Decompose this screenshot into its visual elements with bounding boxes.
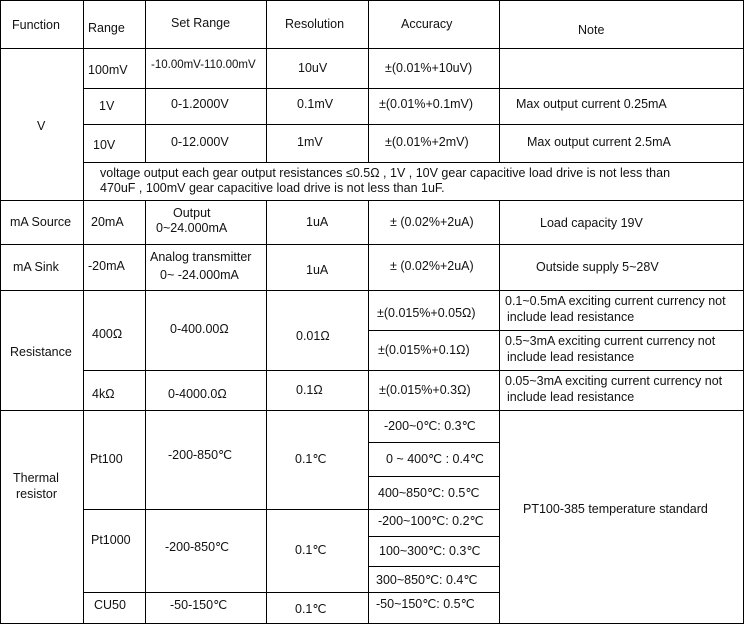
ma-sink-range: -20mA (88, 259, 125, 273)
ma-source-note: Load capacity 19V (540, 216, 643, 230)
rule (368, 200, 369, 624)
res-4k-note-line1: 0.05~3mA exciting current currency not (505, 374, 723, 388)
header-note: Note (578, 23, 605, 37)
pt1000-set-range: -200-850℃ (165, 540, 230, 554)
resistance-function: Resistance (10, 345, 72, 359)
rule (499, 200, 500, 624)
pt1000-range: Pt1000 (91, 533, 131, 547)
cu50-set-range: -50-150℃ (170, 598, 228, 612)
rule (0, 0, 1, 624)
res-400-accuracy-2: ±(0.015%+0.1Ω) (378, 343, 470, 357)
res-400-set-range: 0-400.00Ω (170, 322, 229, 336)
v-remark-line2: 470uF , 100mV gear capacitive load drive is not less than 1uF. (100, 181, 445, 195)
ma-source-set-range-line1: Output (173, 206, 211, 220)
rule (145, 0, 146, 162)
ma-sink-resolution: 1uA (306, 263, 329, 277)
pt1000-accuracy-2: 100~300℃: 0.3℃ (379, 544, 481, 558)
rule (0, 48, 744, 49)
v-1v-set-range: 0-1.2000V (171, 97, 229, 111)
res-400-note-1-line1: 0.1~0.5mA exciting current currency not (505, 294, 726, 308)
res-4k-set-range: 0-4000.0Ω (168, 387, 227, 401)
cu50-resolution: 0.1℃ (295, 602, 327, 616)
header-accuracy: Accuracy (401, 17, 453, 31)
rule (0, 0, 744, 1)
rule (266, 0, 267, 162)
rule (83, 88, 744, 89)
v-1v-note: Max output current 0.25mA (516, 97, 667, 111)
v-10v-note: Max output current 2.5mA (527, 135, 671, 149)
pt100-accuracy-3: 400~850℃: 0.5℃ (378, 486, 480, 500)
res-400-range: 400Ω (92, 327, 123, 341)
cu50-range: CU50 (94, 598, 126, 612)
ma-sink-set-range-line2: 0~ -24.000mA (160, 268, 239, 282)
rule (83, 0, 84, 624)
thermal-function-line2: resistor (16, 487, 57, 501)
rule (0, 410, 744, 411)
pt1000-accuracy-1: -200~100℃: 0.2℃ (378, 514, 484, 528)
cu50-accuracy: -50~150℃: 0.5℃ (376, 597, 475, 611)
res-400-note-1-line2: include lead resistance (507, 310, 635, 324)
res-400-note-2-line1: 0.5~3mA exciting current currency not (505, 334, 716, 348)
rule (266, 200, 267, 624)
rule (0, 290, 744, 291)
rule (83, 370, 744, 371)
v-10v-accuracy: ±(0.01%+2mV) (385, 135, 469, 149)
rule (0, 200, 744, 201)
header-resolution: Resolution (285, 17, 345, 31)
rule (368, 566, 499, 567)
ma-sink-set-range-line1: Analog transmitter (150, 250, 252, 264)
v-1v-resolution: 0.1mV (297, 97, 334, 111)
rule (499, 0, 500, 162)
pt100-set-range: -200-850℃ (168, 448, 233, 462)
res-400-resolution: 0.01Ω (296, 329, 330, 343)
ma-sink-accuracy: ± (0.02%+2uA) (390, 259, 474, 273)
res-400-note-2-line2: include lead resistance (507, 350, 635, 364)
rule (368, 536, 499, 537)
thermal-function-line1: Thermal (13, 471, 59, 485)
ma-sink-note: Outside supply 5~28V (536, 260, 659, 274)
header-set-range: Set Range (171, 16, 231, 30)
rule (368, 330, 744, 331)
thermal-note: PT100-385 temperature standard (523, 502, 708, 516)
res-400-accuracy-1: ±(0.015%+0.05Ω) (377, 306, 476, 320)
v-100mv-resolution: 10uV (298, 61, 328, 75)
v-10v-set-range: 0-12.000V (171, 135, 229, 149)
pt100-accuracy-2: 0 ~ 400℃ : 0.4℃ (386, 452, 484, 466)
ma-sink-function: mA Sink (13, 260, 59, 274)
ma-source-accuracy: ± (0.02%+2uA) (390, 215, 474, 229)
ma-source-function: mA Source (10, 215, 72, 229)
pt100-resolution: 0.1℃ (295, 452, 327, 466)
rule (0, 244, 744, 245)
pt100-range: Pt100 (90, 452, 123, 466)
header-range: Range (88, 21, 125, 35)
res-4k-note-line2: include lead resistance (507, 390, 635, 404)
v-10v-resolution: 1mV (297, 135, 323, 149)
v-1v-range: 1V (99, 99, 115, 113)
ma-source-set-range-line2: 0~24.000mA (156, 221, 228, 235)
rule (145, 200, 146, 624)
v-100mv-range: 100mV (88, 63, 128, 77)
pt1000-accuracy-3: 300~850℃: 0.4℃ (376, 573, 478, 587)
rule (83, 162, 744, 163)
v-100mv-accuracy: ±(0.01%+10uV) (385, 61, 473, 75)
header-function: Function (12, 18, 60, 32)
res-4k-resolution: 0.1Ω (296, 383, 323, 397)
v-10v-range: 10V (93, 138, 116, 152)
rule (83, 124, 744, 125)
rule (368, 476, 499, 477)
rule (368, 0, 369, 162)
pt100-accuracy-1: -200~0℃: 0.3℃ (384, 419, 476, 433)
rule (368, 442, 499, 443)
ma-source-resolution: 1uA (306, 215, 329, 229)
ma-source-range: 20mA (91, 215, 124, 229)
v-100mv-set-range: -10.00mV-110.00mV (151, 59, 256, 71)
v-function: V (37, 119, 46, 133)
v-1v-accuracy: ±(0.01%+0.1mV) (379, 97, 474, 111)
res-4k-accuracy: ±(0.015%+0.3Ω) (379, 383, 471, 397)
v-remark-line1: voltage output each gear output resistances ≤0.5Ω , 1V , 10V gear capacitive load drive is not less than (100, 166, 671, 180)
pt1000-resolution: 0.1℃ (295, 543, 327, 557)
res-4k-range: 4kΩ (92, 387, 115, 401)
